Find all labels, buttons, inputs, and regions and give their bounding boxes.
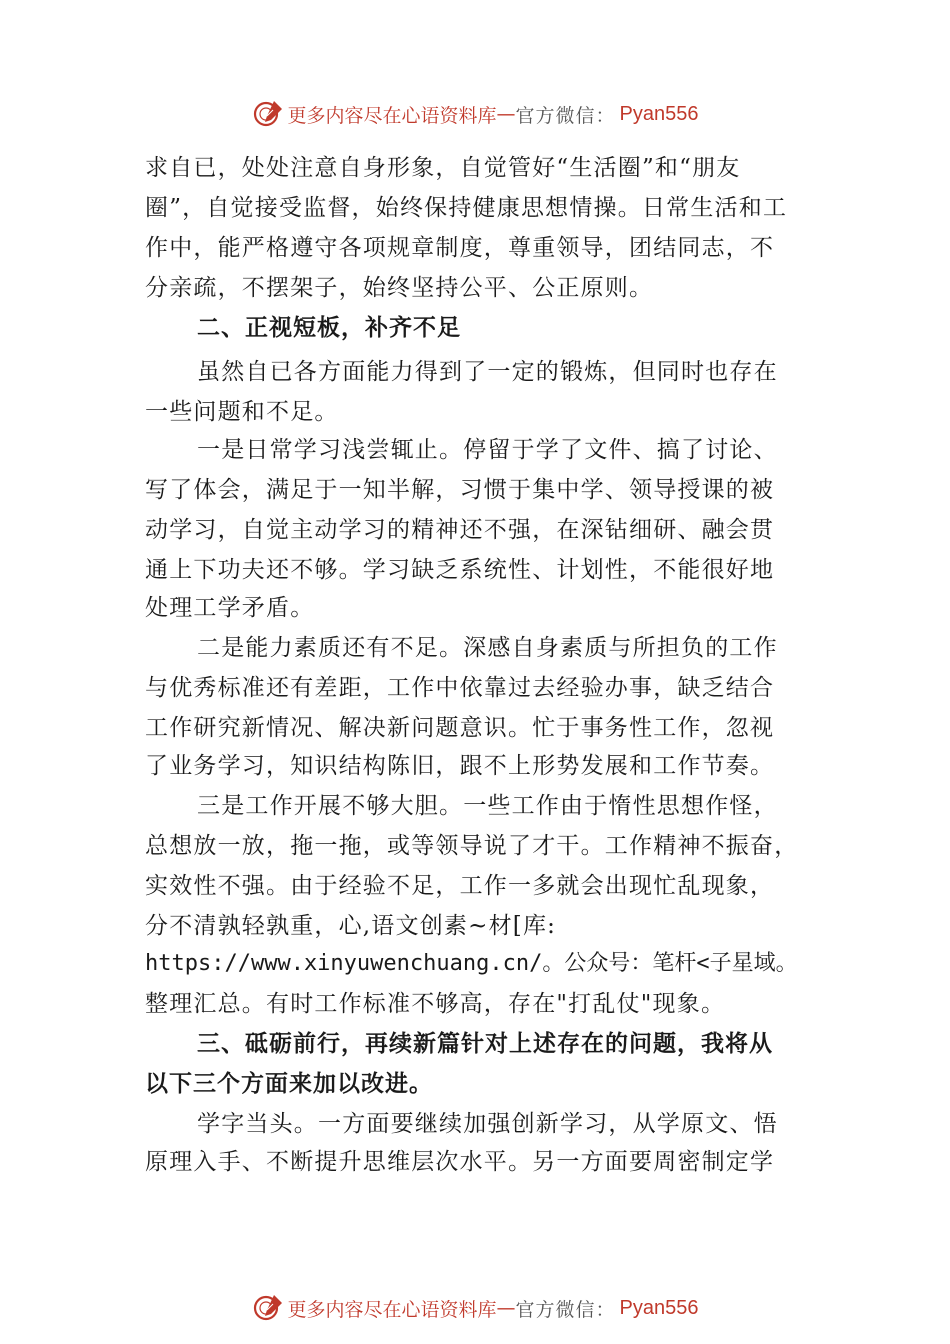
watermark-wechat-label: 官方微信：: [515, 104, 616, 127]
watermark-wechat-id: Pyan556: [619, 1296, 699, 1319]
text-line: 实效性不强。由于经验不足，工作一多就会出现忙乱现象，: [145, 873, 775, 899]
text-line: 一些问题和不足。: [145, 399, 339, 425]
text-line: 学字当头。一方面要继续加强创新学习，从学原文、悟: [197, 1111, 778, 1137]
text-line: 总想放一放，拖一拖，或等领导说了才干。工作精神不振奋，: [145, 833, 799, 859]
footer-watermark: [0, 1288, 950, 1328]
text-line: 一是日常学习浅尝辄止。停留于学了文件、搞了讨论、: [197, 437, 778, 463]
watermark-text: 更多内容尽在心语资料库: [287, 104, 497, 127]
text-line: 工作研究新情况、解决新问题意识。忙于事务性工作，忽视: [145, 715, 775, 741]
section-heading: 三、砥砺前行，再续新篇针对上述存在的问题，我将从: [197, 1031, 773, 1057]
text-line: 作中，能严格遵守各项规章制度，尊重领导，团结同志，不: [145, 235, 775, 261]
watermark-dash: —: [496, 103, 516, 125]
text-line: 了业务学习，知识结构陈旧，跟不上形势发展和工作节奏。: [145, 753, 775, 779]
text-line: 整理汇总。有时工作标准不够高，存在"打乱仗"现象。: [145, 991, 726, 1017]
text-line: 写了体会，满足于一知半解，习惯于集中学、领导授课的被: [145, 477, 775, 503]
text-line: 处理工学矛盾。: [145, 595, 315, 621]
text-line: 求自已，处处注意自身形象，自觉管好“生活圈”和“朋友: [145, 155, 741, 181]
text-line: 通上下功夫还不够。学习缺乏系统性、计划性，不能很好地: [145, 557, 775, 583]
watermark-dash: —: [496, 1297, 516, 1319]
text-line: 虽然自已各方面能力得到了一定的锻炼，但同时也存在: [197, 359, 778, 385]
section-heading: 二、正视短板，补齐不足: [197, 315, 461, 341]
text-line: 动学习，自觉主动学习的精神还不强，在深钻细研、融会贯: [145, 517, 775, 543]
pen-nib-seal-icon: [252, 1292, 284, 1324]
watermark-wechat-id: Pyan556: [619, 102, 699, 125]
text-line: https://www.xinyuwenchuang.cn/。公众号：笔杆<子星域。: [145, 951, 798, 976]
text-line: 与优秀标准还有差距，工作中依靠过去经验办事，缺乏结合: [145, 675, 775, 701]
text-line: 三是工作开展不够大胆。一些工作由于惰性思想作怪，: [197, 793, 778, 819]
text-line: 原理入手、不断提升思维层次水平。另一方面要周密制定学: [145, 1149, 775, 1175]
section-heading: 以下三个方面来加以改进。: [145, 1071, 433, 1097]
text-line: 分不清孰轻孰重，心,语文创素~材[库:: [145, 913, 557, 939]
watermark-wechat-label: 官方微信：: [515, 1298, 616, 1321]
watermark-text: 更多内容尽在心语资料库: [287, 1298, 497, 1321]
text-line: 分亲疏，不摆架子，始终坚持公平、公正原则。: [145, 275, 654, 301]
text-line: 圈”，自觉接受监督，始终保持健康思想情操。日常生活和工: [145, 195, 788, 221]
text-line: 二是能力素质还有不足。深感自身素质与所担负的工作: [197, 635, 778, 661]
